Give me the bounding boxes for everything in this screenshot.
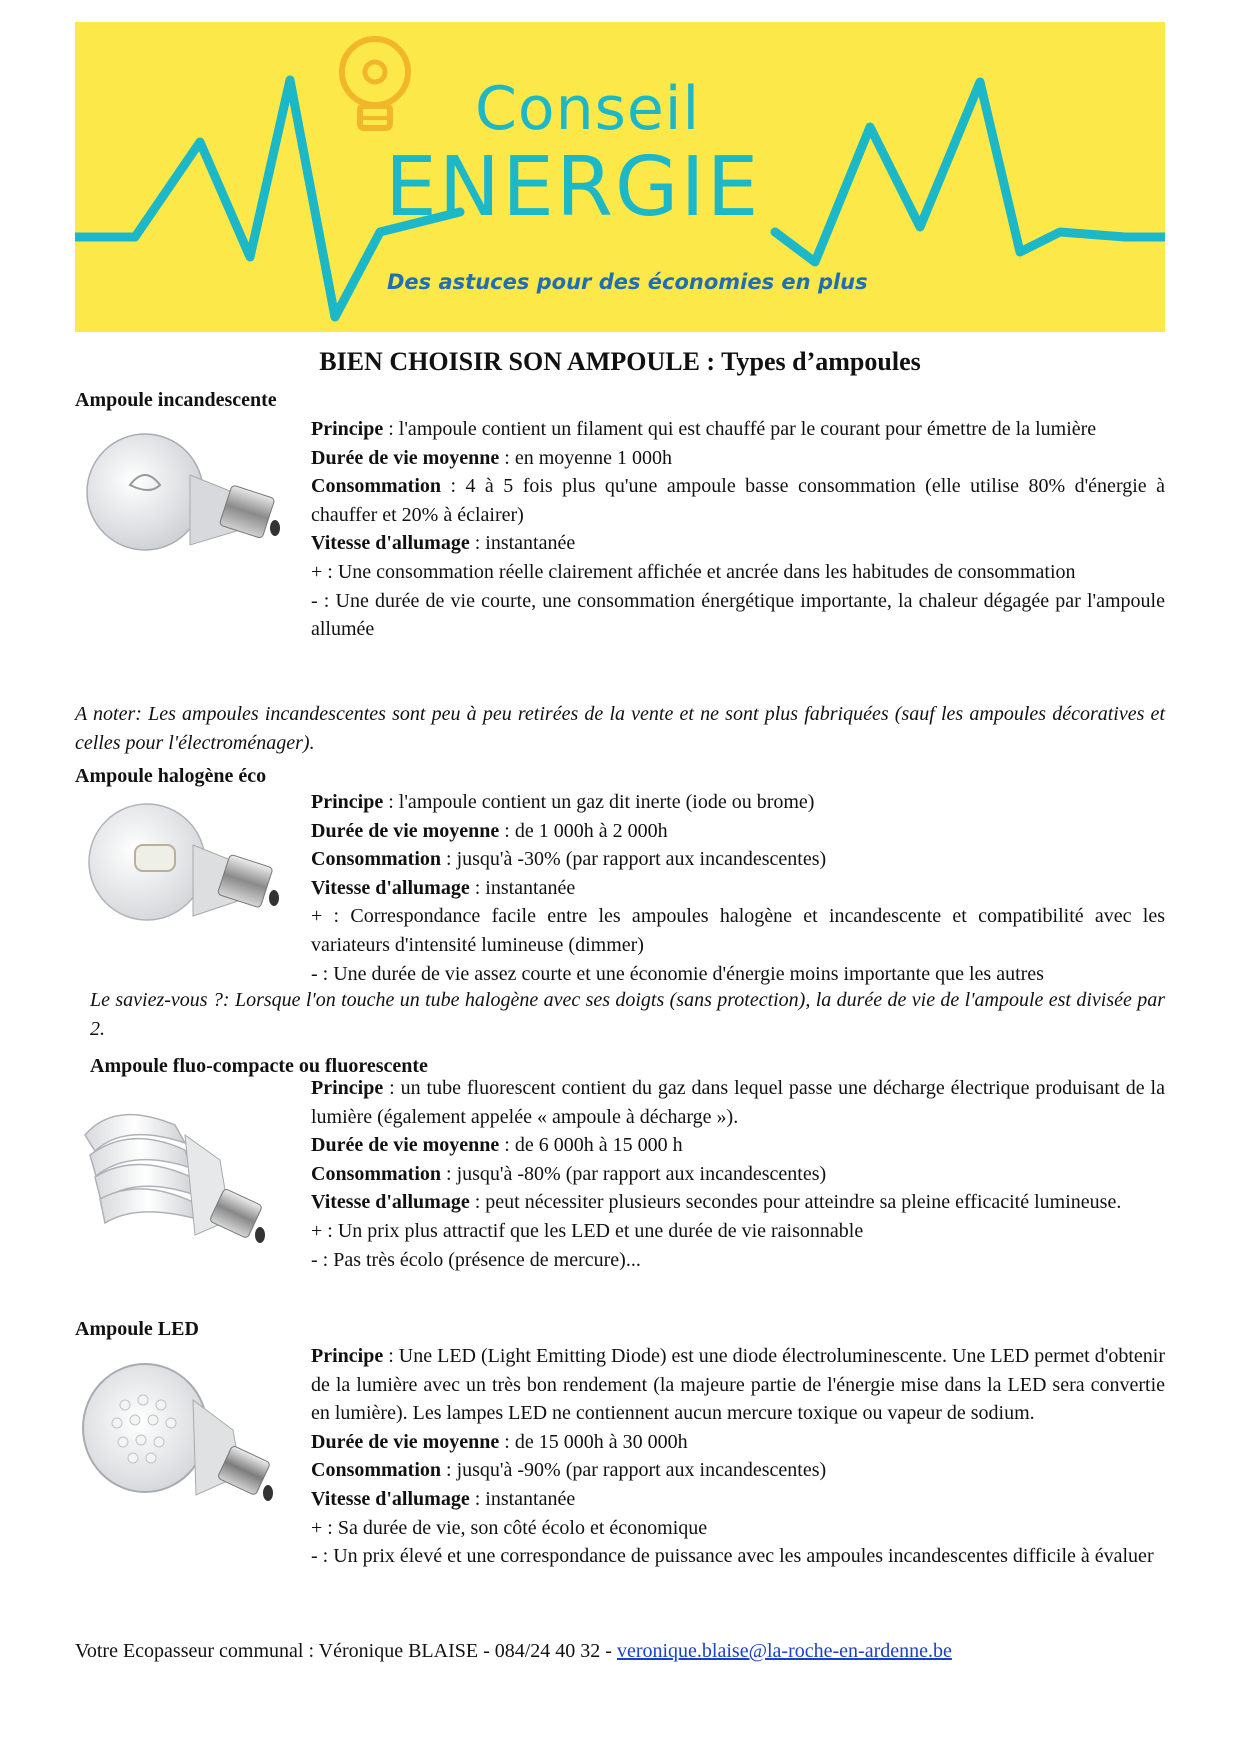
section-heading-led: Ampoule LED [75,1318,199,1340]
line-label: Principe [311,791,384,813]
body-line [311,444,1165,473]
note-halogen: Le saviez-vous ?: Lorsque l'on touche un tube halogène avec ses doigts (sans protection), la durée de vie de l'ampoule est divisée par 2. [90,989,1165,1040]
line-text: : de 6 000h à 15 000 h [499,1134,683,1157]
halogen-bulb-icon [75,800,280,932]
line-label: Principe [311,1077,384,1099]
line-text: : Une LED (Light Emitting Diode) est une diode électroluminescente. Une LED permet d'obtenir de la lumière avec un très bon rendement (la majeure partie de l'énergie mise dans la LED sera convertie en lumière). Les lampes LED ne contiennent aucun mercure toxique ou vapeur de sodium. [311,1345,1165,1425]
footer-contact [75,1640,952,1663]
line-text: : l'ampoule contient un filament qui est chauffé par le courant pour émettre de la lumière [383,418,1097,440]
led-bulb-icon [75,1360,280,1510]
page-title: BIEN CHOISIR SON AMPOULE : Types d’ampoules [319,347,921,376]
section-body-led [311,1342,1165,1571]
section-heading-fluocompact: Ampoule fluo-compacte ou fluorescente [90,1055,428,1077]
line-label: Consommation [311,848,442,871]
line-text: : instantanée [469,876,576,899]
line-text: : instantanée [469,532,576,555]
cons-line: - : Pas très écolo (présence de mercure)... [311,1248,641,1271]
line-text: : instantanée [469,1487,576,1510]
line-label: Vitesse d'allumage [311,876,470,899]
body-line [311,1160,1165,1189]
body-line [311,1074,1165,1131]
cons-line: - : Une durée de vie courte, une consommation énergétique importante, la chaleur dégagée par l'ampoule allumée [311,589,1165,641]
line-text: : 4 à 5 fois plus qu'une ampoule basse consommation (elle utilise 80% d'énergie à chauffer et 20% à éclairer) [311,475,1165,526]
line-text: : de 15 000h à 30 000h [499,1430,688,1453]
line-text: : en moyenne 1 000h [499,446,673,469]
lightbulb-icon [342,39,408,128]
body-line [311,1342,1165,1428]
line-label: Durée de vie moyenne [311,1134,500,1157]
line-label: Consommation [311,475,442,498]
pros-line: + : Correspondance facile entre les ampoules halogène et incandescente et compatibilité avec les variateurs d'intensité lumineuse (dimmer) [311,905,1165,956]
section-heading-halogen: Ampoule halogène éco [75,765,267,787]
line-label: Durée de vie moyenne [311,446,500,469]
line-label: Consommation [311,1162,442,1185]
line-label: Principe [311,418,384,440]
line-label: Vitesse d'allumage [311,1191,470,1214]
line-text: : jusqu'à -80% (par rapport aux incandescentes) [441,1162,827,1185]
body-line [311,529,1165,558]
line-label: Vitesse d'allumage [311,1487,470,1510]
banner-title-conseil: Conseil [475,74,701,144]
line-label: Principe [311,1345,384,1367]
cons-line: - : Un prix élevé et une correspondance de puissance avec les ampoules incandescentes difficile à évaluer [311,1545,1154,1568]
line-text: : peut nécessiter plusieurs secondes pour atteindre sa pleine efficacité lumineuse. [469,1191,1122,1214]
section-body-incandescent [311,415,1165,644]
body-line [311,874,1165,903]
body-line [311,817,1165,846]
body-line [311,415,1165,444]
footer-text: Votre Ecopasseur communal : Véronique BLAISE - 084/24 40 32 - [75,1640,617,1662]
line-text: : jusqu'à -90% (par rapport aux incandescentes) [441,1459,827,1482]
pros-line: + : Sa durée de vie, son côté écolo et économique [311,1516,708,1539]
body-line [311,472,1165,529]
section-heading-incandescent: Ampoule incandescente [75,389,277,411]
incandescent-bulb-icon [75,430,280,562]
header-banner [75,22,1165,332]
body-line [311,1428,1165,1457]
section-body-halogen [311,788,1165,988]
line-text: : de 1 000h à 2 000h [499,819,668,842]
pros-line: + : Un prix plus attractif que les LED et une durée de vie raisonnable [311,1219,864,1242]
section-body-fluocompact [311,1074,1165,1274]
line-label: Durée de vie moyenne [311,1430,500,1453]
line-text: : jusqu'à -30% (par rapport aux incandescentes) [441,848,827,871]
body-line [311,1131,1165,1160]
body-line [311,1188,1165,1217]
note-incandescent: A noter: Les ampoules incandescentes sont peu à peu retirées de la vente et ne sont plus fabriquées (sauf les ampoules décoratives et celles pour l'électroménager). [75,703,1165,754]
line-label: Durée de vie moyenne [311,819,500,842]
line-label: Consommation [311,1459,442,1482]
body-line [311,1456,1165,1485]
banner-tagline: Des astuces pour des économies en plus [387,270,868,294]
fluocompact-bulb-icon [75,1095,280,1255]
footer-email-link[interactable]: veronique.blaise@la-roche-en-ardenne.be [616,1640,952,1662]
body-line [311,845,1165,874]
cons-line: - : Une durée de vie assez courte et une économie d'énergie moins importante que les autres [311,962,1044,985]
body-line [311,1485,1165,1514]
body-line [311,788,1165,817]
banner-title-energie: ENERGIE [385,140,761,235]
line-text: : un tube fluorescent contient du gaz dans lequel passe une décharge électrique produisant de la lumière (également appelée « ampoule à décharge »). [311,1077,1165,1128]
line-text: : l'ampoule contient un gaz dit inerte (iode ou brome) [383,791,815,813]
line-label: Vitesse d'allumage [311,532,470,555]
pros-line: + : Une consommation réelle clairement affichée et ancrée dans les habitudes de consommation [311,560,1076,583]
